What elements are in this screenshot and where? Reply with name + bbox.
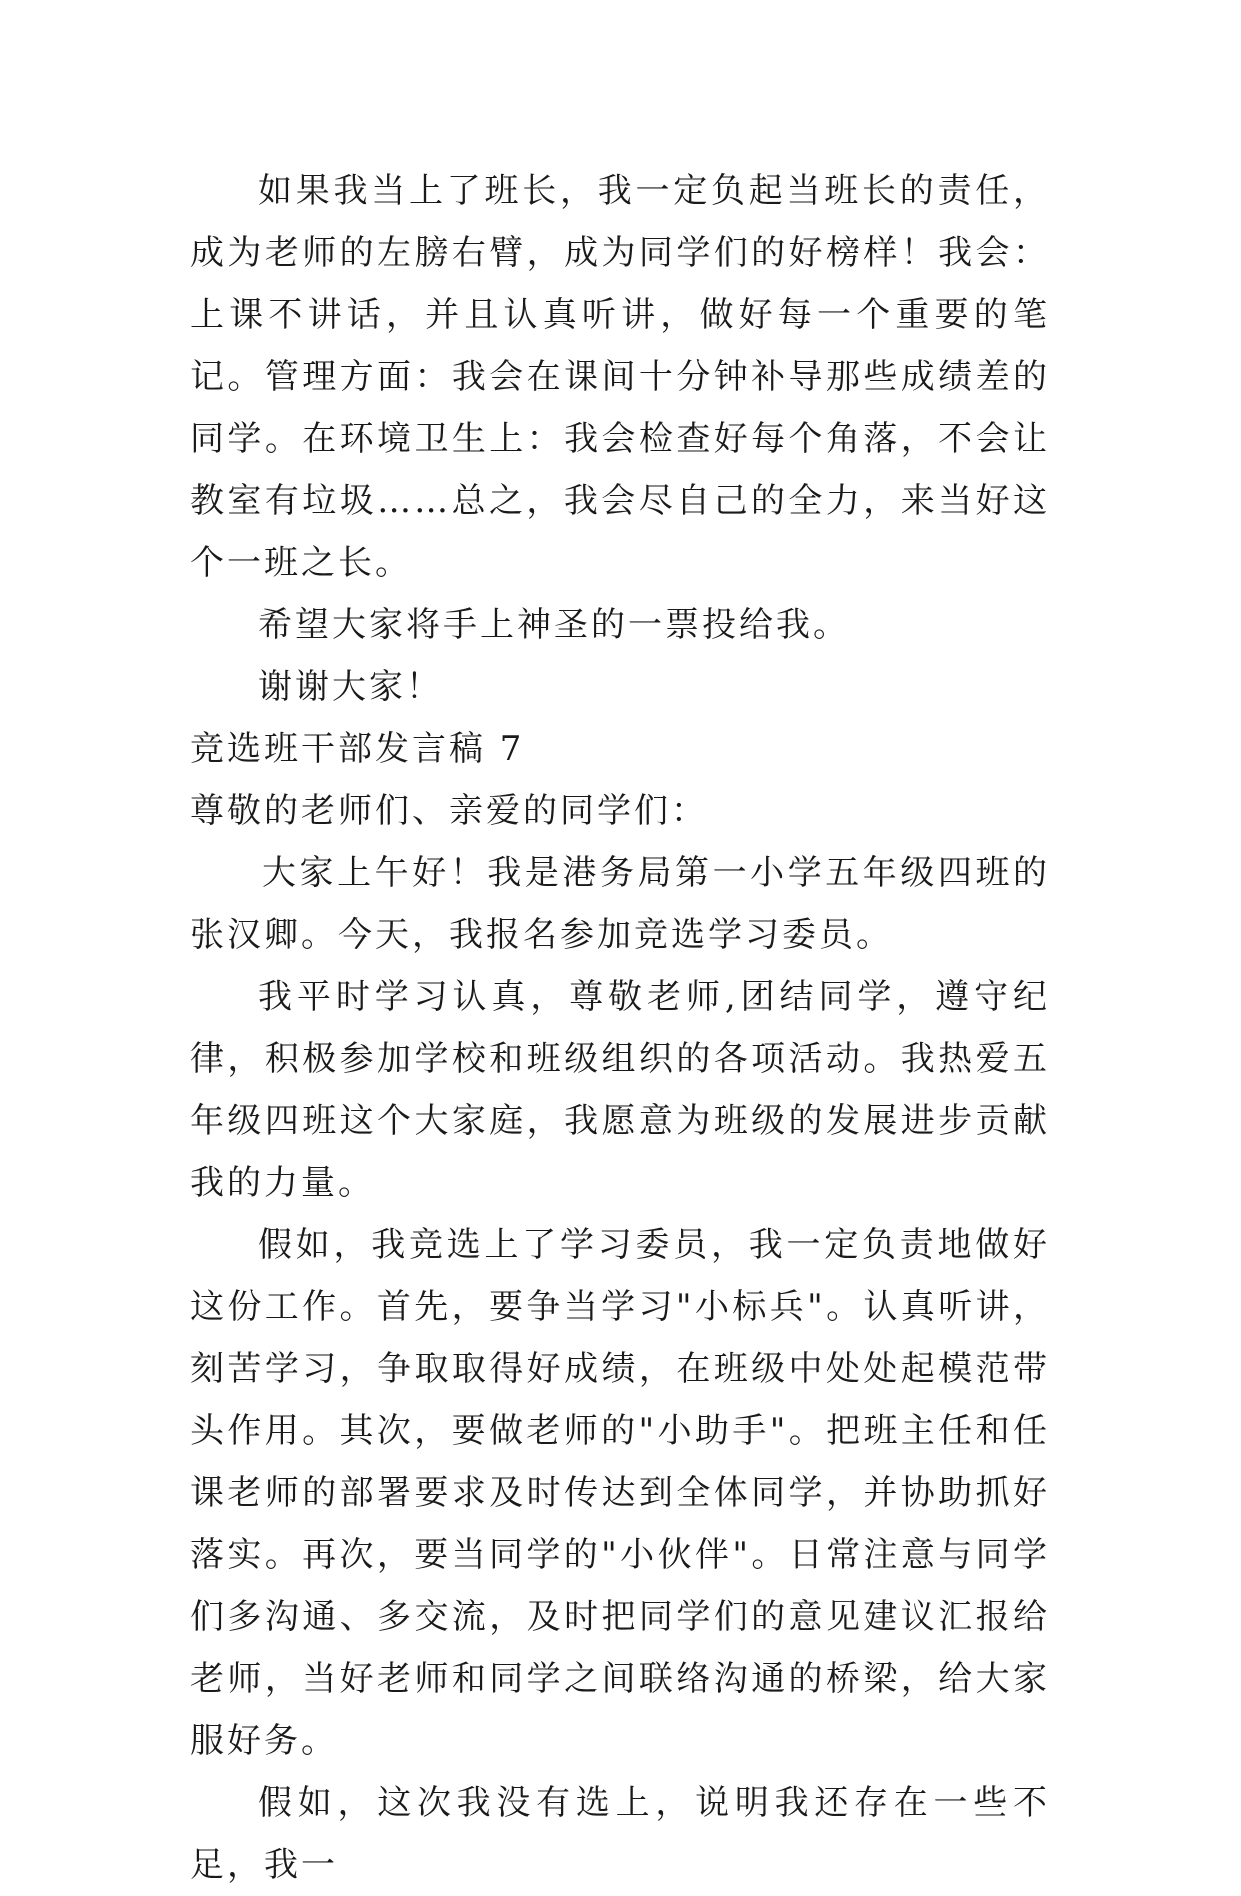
- paragraph-greeting: 大家上午好！我是港务局第一小学五年级四班的张汉卿。今天，我报名参加竞选学习委员。: [190, 853, 1050, 955]
- speech-title: 竞选班干部发言稿 7: [190, 729, 525, 769]
- paragraph-self-introduction: 我平时学习认真，尊敬老师,团结同学，遵守纪律，积极参加学校和班级组织的各项活动。我热爱五年级四班这个大家庭，我愿意为班级的发展进步贡献我的力量。: [190, 977, 1050, 1203]
- document-body: [190, 160, 1050, 1896]
- paragraph-vote-request: 希望大家将手上神圣的一票投给我。: [258, 605, 850, 645]
- salutation: 尊敬的老师们、亲爱的同学们：: [190, 791, 708, 831]
- paragraph-thanks: 谢谢大家！: [258, 667, 443, 707]
- paragraph-class-monitor-pledge: 如果我当上了班长，我一定负起当班长的责任，成为老师的左膀右臂，成为同学们的好榜样！我会：上课不讲话，并且认真听讲，做好每一个重要的笔记。管理方面：我会在课间十分钟补导那些成绩差的同学。在环境卫生上：我会检查好每个角落，不会让教室有垃圾……总之，我会尽自己的全力，来当好这个一班之长。: [190, 171, 1050, 583]
- paragraph-plans: 假如，我竞选上了学习委员，我一定负责地做好这份工作。首先，要争当学习"小标兵"。认真听讲，刻苦学习，争取取得好成绩，在班级中处处起模范带头作用。其次，要做老师的"小助手"。把班主任和任课老师的部署要求及时传达到全体同学，并协助抓好落实。再次，要当同学的"小伙伴"。日常注意与同学们多沟通、多交流，及时把同学们的意见建议汇报给老师，当好老师和同学之间联络沟通的桥梁，给大家服好务。: [190, 1225, 1050, 1761]
- paragraph-if-not-elected: 假如，这次我没有选上，说明我还存在一些不足，我一: [190, 1783, 1050, 1885]
